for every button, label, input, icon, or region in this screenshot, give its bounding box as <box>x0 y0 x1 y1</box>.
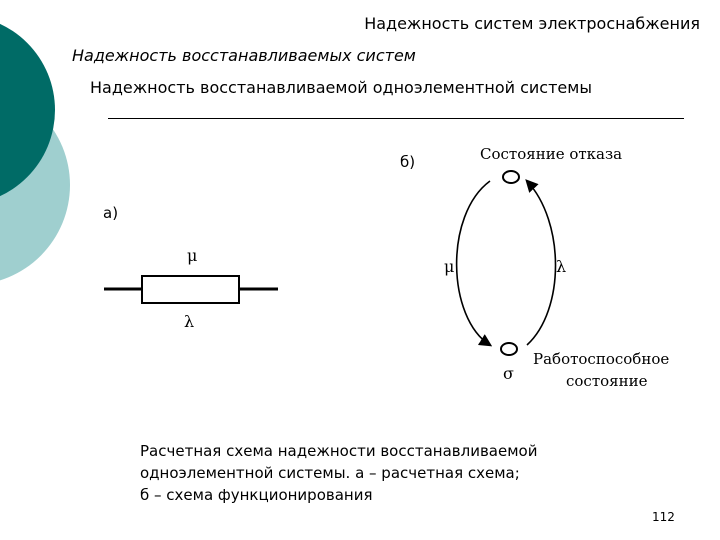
lambda-symbol-b: λ <box>556 257 567 276</box>
lambda-symbol-a: λ <box>184 312 195 331</box>
label-a: а) <box>103 204 119 222</box>
figure-caption <box>140 440 537 506</box>
working-state-node <box>501 343 517 355</box>
failure-arc <box>527 181 556 345</box>
sigma-symbol: σ <box>503 364 514 383</box>
slide-title: Надежность восстанавливаемой одноэлементной системы <box>90 78 592 97</box>
working-state-label-line1: Работоспособное <box>533 350 670 368</box>
failure-state-label: Состояние отказа <box>480 145 623 163</box>
failure-state-node <box>503 171 519 183</box>
label-b: б) <box>400 153 416 171</box>
element-box <box>142 276 239 303</box>
page-number: 112 <box>652 510 675 524</box>
mu-symbol-b: μ <box>444 257 455 276</box>
course-title: Надежность систем электроснабжения <box>364 14 700 33</box>
working-state-label-line2: состояние <box>566 372 648 390</box>
mu-symbol-a: μ <box>187 246 198 265</box>
caption-line-1: Расчетная схема надежности восстанавливаемой <box>140 442 538 460</box>
caption-line-2: одноэлементной системы. а – расчетная схема; <box>140 464 520 482</box>
section-subtitle: Надежность восстанавливаемых систем <box>72 46 416 65</box>
caption-line-3: б – схема функционирования <box>140 486 373 504</box>
repair-arc <box>457 181 490 345</box>
